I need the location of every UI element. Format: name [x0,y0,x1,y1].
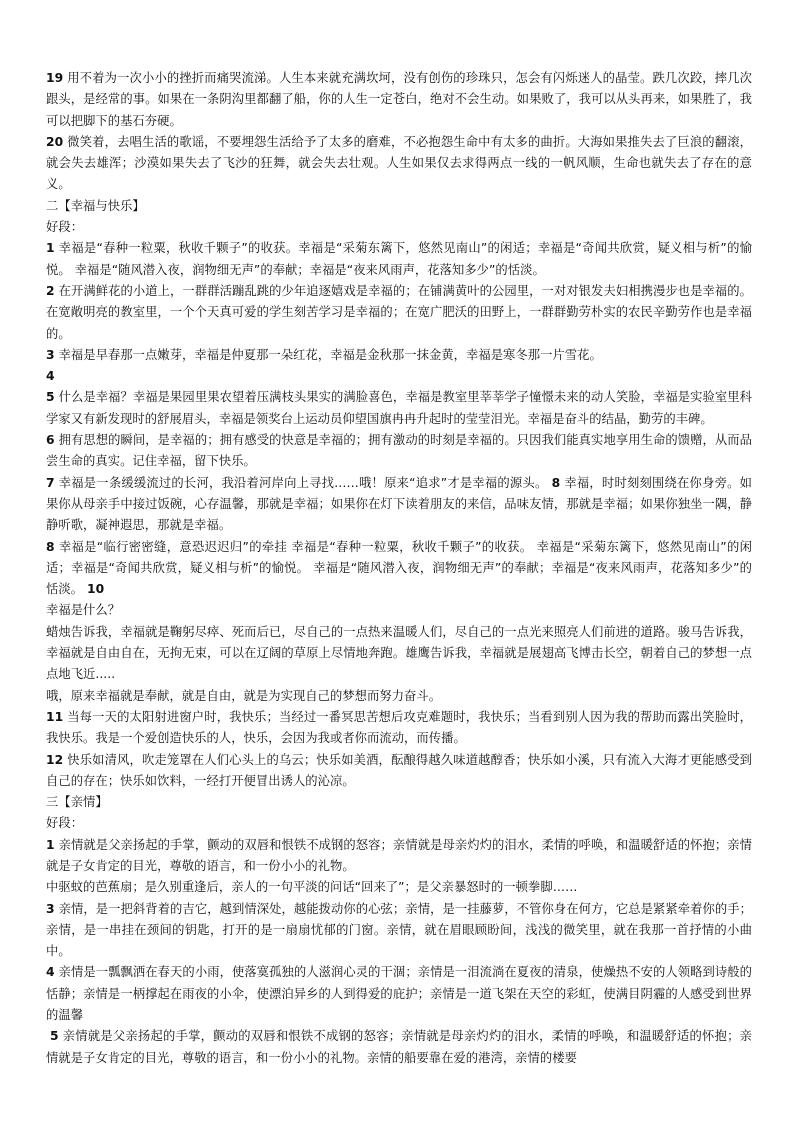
paragraph-number: 4 [46,965,55,980]
paragraph-text-inline: 幸福，时时刻刻围绕在你身旁。如果你从母亲手中接过饭碗，心存温馨，那就是幸福；如果你在灯下读着朋友的来信，品味友情，那就是幸福；如果你独坐一隅，静静听歌，凝神遐思，那就是幸福。 [46,475,752,533]
paragraph-text: 微笑着，去唱生活的歌谣，不要埋怨生活给予了太多的磨难，不必抱怨生命中有太多的曲折。大海如果推失去了巨浪的翻滚，就会失去雄浑；沙漠如果失去了飞沙的狂舞，就会失去壮观。人生如果仅去求得两点一线的一帆风顺，生命也就失去了存在的意义。 [46,134,752,192]
paragraph-number: 5 [50,1029,59,1044]
happiness-paragraph-4 [46,366,752,387]
happiness-conclusion: 哦，原来幸福就是奉献，就是自由，就是为实现自己的梦想而努力奋斗。 [46,688,442,703]
paragraph-20 [46,132,752,196]
paragraph-text: 当每一天的太阳射进窗户时，我快乐；当经过一番冥思苦想后攻克难题时，我快乐；当看到别人因为我的帮助而露出笑脸时，我快乐。我是一个爱创造快乐的人，快乐，会因为我或者你而流动，而传播。 [46,709,752,746]
happiness-paragraph-1 [46,238,752,281]
document-page [46,68,752,1069]
paragraph-text: 亲情是一瓢飘洒在春天的小雨，使落寞孤独的人滋润心灵的干涸；亲情是一泪流淌在夏夜的清泉，使燥热不安的人领略到诗般的恬静；亲情是一柄撑起在雨夜的小伞，使漂泊异乡的人到得爱的庇护；亲情是一道飞架在天空的彩虹，使满目阴霾的人感受到世界的温馨 [46,965,752,1023]
paragraph-number: 20 [46,134,64,149]
paragraph-text: 快乐如清风，吹走笼罩在人们心头上的乌云；快乐如美酒，酝酿得越久味道越醇香；快乐如小溪，只有流入大海才更能感受到自己的存在；快乐如饮料，一经打开便冒出诱人的沁凉。 [46,752,752,788]
family-paragraph-1 [46,835,752,878]
happiness-paragraph-8 [46,537,752,601]
paragraph-text: 用不着为一次小小的挫折而痛哭流涕。人生本来就充满坎坷，没有创伤的珍珠只，怎会有闪烁迷人的晶莹。跌几次跤，摔几次跟头，是经常的事。如果在一条阴沟里都翻了船，你的人生一定苍白，绝对不会生动。如果败了，我可以从头再来，如果胜了，我可以把脚下的基石夯硬。 [46,71,752,128]
paragraph-number: 8 [46,539,55,554]
candle-horse-eagle-paragraph: 蜡烛告诉我，幸福就是鞠躬尽瘁、死而后已，尽自己的一点热来温暖人们，尽自己的一点光来照亮人们前进的道路。骏马告诉我，幸福就是自由自在，无拘无束，可以在辽阔的草原上尽情地奔跑。雄鹰告诉我，幸福就是展翅高飞博击长空，朝着自己的梦想一点点地飞近..... [46,624,752,682]
paragraph-number: 1 [46,241,55,256]
paragraph-number: 5 [46,390,55,405]
paragraph-text: 拥有思想的瞬间，是幸福的；拥有感受的快意是幸福的；拥有激动的时刻是幸福的。只因我们能真实地享用生命的馈赠，从而品尝生命的真实。记住幸福，留下快乐。 [46,433,752,469]
good-paragraphs-label: 好段： [46,220,84,235]
paragraph-number: 3 [46,901,55,916]
good-paragraphs-label: 好段： [46,816,84,831]
family-paragraph-3 [46,899,752,963]
paragraph-text: 什么是幸福？幸福是果园里果农望着压满枝头果实的满脸喜色，幸福是教室里莘莘学子憧憬未来的动人笑脸，幸福是实验室里科学家又有新发现时的舒展眉头，幸福是领奖台上运动员仰望国旗冉冉升起时的莹莹泪光。幸福是奋斗的结晶，勤劳的丰碑。 [46,390,752,426]
family-paragraph-4 [46,962,752,1026]
section-heading-family: 三【亲情】 [46,795,108,810]
paragraph-number: 12 [46,752,64,767]
paragraph-text: 亲情就是父亲扬起的手掌，颤动的双唇和恨铁不成钢的怒容；亲情就是母亲灼灼的泪水，柔情的呼唤，和温暖舒适的怀抱；亲情就是子女肯定的目光，尊敬的语言，和一份小小的礼物。亲情的船要靠在爱的港湾，亲情的楼要 [46,1029,752,1065]
section-heading-happiness: 二【幸福与快乐】 [46,198,145,213]
happiness-paragraph-3 [46,345,752,366]
paragraph-number: 7 [46,475,55,490]
family-paragraph-fragment: 中驱蚊的芭蕉扇；是久别重逢后，亲人的一句平淡的问话“回来了”；是父亲暴怒时的一顿拳脚…… [46,880,578,895]
happiness-paragraph-6 [46,430,752,473]
paragraph-number: 3 [46,347,55,362]
paragraph-text: 幸福是一条缓缓流过的长河，我沿着河岸向上寻找……哦！原来“追求”才是幸福的源头。 [54,475,552,490]
happiness-paragraph-2 [46,281,752,345]
paragraph-number: 2 [46,283,55,298]
family-paragraph-5 [46,1026,752,1069]
paragraph-19 [46,68,752,132]
paragraph-number-inline: 10 [87,582,105,597]
paragraph-text: 亲情就是父亲扬起的手掌，颤动的双唇和恨铁不成钢的怒容；亲情就是母亲灼灼的泪水，柔情的呼唤，和温暖舒适的怀抱；亲情就是子女肯定的目光，尊敬的语言，和一份小小的礼物。 [46,837,752,873]
paragraph-text: 幸福是“临行密密缝，意恐迟迟归”的牵挂 幸福是“春种一粒粟，秋收千颗子”的收获。 幸福是“采菊东篱下，悠然见南山”的闲适；幸福是“奇闻共欣赏，疑义相与析”的愉悦。 幸福是“随风潜入夜，润物细无声”的奉献；幸福是“夜来风雨声，花落知多少”的恬淡。 [46,539,752,597]
what-is-happiness-question: 幸福是什么？ [46,603,121,618]
paragraph-number: 11 [46,709,64,724]
paragraph-text: 幸福是“春种一粒粟，秋收千颗子”的收获。幸福是“采菊东篱下，悠然见南山”的闲适；幸福是“奇闻共欣赏，疑义相与析”的愉悦。 幸福是“随风潜入夜，润物细无声”的奉献；幸福是“夜来风雨声，花落知多少”的恬淡。 [46,241,752,277]
paragraph-text: 在开满鲜花的小道上，一群群活蹦乱跳的少年追逐嬉戏是幸福的；在铺满黄叶的公园里，一对对银发夫妇相携漫步也是幸福的。在宽敞明亮的教室里，一个个天真可爱的学生刻苦学习是幸福的；在宽广肥沃的田野上，一群群勤劳朴实的农民辛勤劳作也是幸福的。 [46,283,752,341]
paragraph-number: 19 [46,71,64,85]
paragraph-text: 幸福是早春那一点嫩芽，幸福是仲夏那一朵红花，幸福是金秋那一抹金黄，幸福是寒冬那一片雪花。 [54,347,602,362]
happiness-paragraph-11 [46,707,752,750]
happiness-paragraph-12 [46,750,752,793]
happiness-paragraph-5 [46,387,752,430]
paragraph-number: 6 [46,433,55,448]
paragraph-number: 1 [46,837,55,852]
paragraph-number-inline: 8 [551,475,561,490]
happiness-paragraph-7 [46,473,752,537]
paragraph-number: 4 [46,369,55,384]
paragraph-text: 亲情，是一把斜背着的吉它，越到情深处，越能拨动你的心弦；亲情，是一挂藤萝，不管你身在何方，它总是紧紧牵着你的手；亲情，是一串挂在颈间的钥匙，打开的是一扇扇忧郁的门窗。亲情，就在眉眼顾盼间，浅浅的微笑里，就在我那一首抒情的小曲中。 [46,901,752,959]
